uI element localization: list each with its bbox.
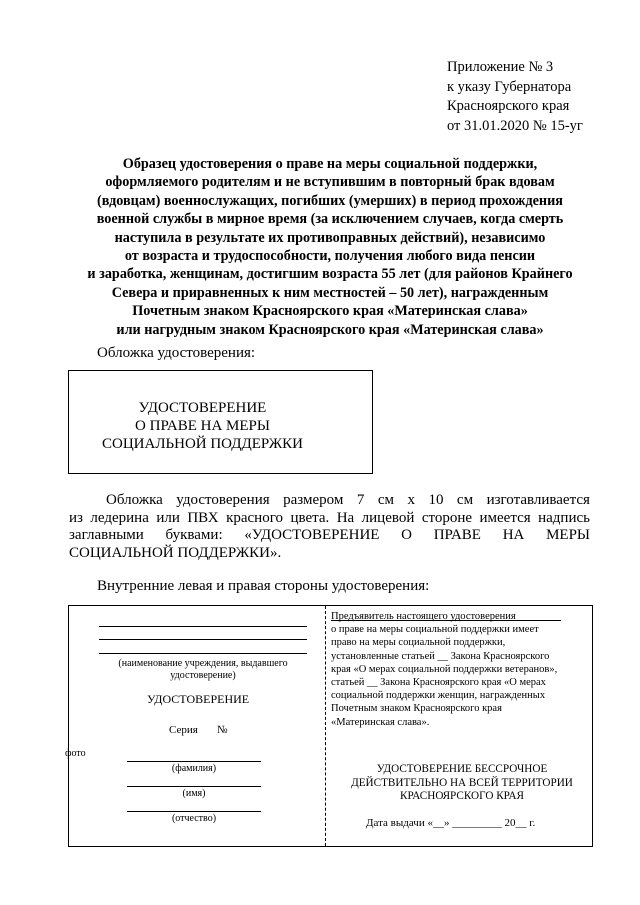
bearer-line: Почетным знаком Красноярского края [331,703,502,715]
institution-line [99,653,307,654]
description-word: ПРАВЕ [433,527,481,543]
institution-caption: (наименование учреждения, выдавшего [118,658,288,669]
appendix-line: Красноярского края [447,98,570,114]
title-line: или нагрудным знаком Красноярского края «Материнская слава» [116,321,544,338]
description-word: см [456,492,474,508]
description-word: «УДОСТОВЕРЕНИЕ [244,527,380,543]
description-word: ледерина [90,509,149,526]
description-word: см [377,492,394,508]
photo-label: фото [65,748,86,759]
description-word: 7 [356,492,365,508]
certificate-heading: УДОСТОВЕРЕНИЕ [147,692,250,706]
appendix-block [447,58,583,136]
description-word: О [401,527,413,543]
surname-line [127,761,261,762]
description-word: МЕРЫ [546,527,590,543]
inner-sides-box [65,605,593,847]
validity-statement [331,763,593,804]
bearer-line: «Материнская слава». [331,716,430,728]
series-label: Серия [169,724,198,736]
description-word: лицевой [361,509,415,526]
number-sign: № [217,724,228,736]
bearer-statement [331,610,593,729]
institution-caption: удостоверение) [170,670,236,681]
validity-line: ДЕЙСТВИТЕЛЬНО НА ВСЕЙ ТЕРРИТОРИИ [351,776,573,789]
description-word: НА [502,527,525,543]
description-word: буквами: [165,527,223,543]
title-line: Севера и приравненных к ним местностей – 50 лет), награжденным [111,284,549,301]
description-word: имеется [479,509,531,526]
name-line [127,786,261,787]
description-line [69,492,590,510]
validity-line: УДОСТОВЕРЕНИЕ БЕССРОЧНОЕ [376,763,548,775]
bearer-line: статьей __ Закона Красноярского края «О мерах [331,677,546,689]
cover-line: СОЦИАЛЬНОЙ ПОДДЕРЖКИ [101,436,303,452]
bearer-line: о праве на меры социальной поддержки имеет [331,624,539,636]
cover-line: О ПРАВЕ НА МЕРЫ [135,418,270,434]
description-word: ПВХ [187,509,219,526]
name-caption: (имя) [182,788,206,799]
bearer-line: края «О мерах социальной поддержки ветеранов», [331,663,558,675]
description-word: изготавливается [486,492,590,508]
bearer-line: социальной поддержки женщин, награжденных [331,690,546,702]
surname-caption: (фамилия) [171,763,217,774]
appendix-line: от 31.01.2020 № 15-уг [447,117,583,134]
title-line: и заработка, женщинам, достигшим возраста 55 лет (для районов Крайнего [87,266,573,283]
cover-sample-text [69,399,336,453]
description-line [69,510,590,528]
description-word: 10 [428,492,444,508]
appendix-line: к указу Губернатора [447,78,572,95]
description-word: размером [283,492,344,508]
description-word: заглавными [69,527,144,543]
bearer-line: установленные статьей __ Закона Красноярского [331,650,550,662]
description-word: На [336,509,355,526]
title-line: военной службы в мирное время (за исключением случаев, когда смерть [96,211,564,228]
description-word: или [156,509,180,526]
institution-line [99,639,307,640]
bearer-line: право на меры социальной поддержки, [331,637,506,649]
cover-description [69,492,590,562]
title-line: от возраста и трудоспособности, получения любого вида пенсии [124,248,536,265]
institution-line [99,626,307,627]
title-line: наступила в результате их противоправных действий), независимо [114,229,546,246]
description-word: красного [226,509,283,526]
description-word: х [407,492,415,508]
patronymic-line [127,811,261,812]
patronymic-caption: (отчество) [171,813,217,824]
fold-divider [325,606,326,846]
description-word: стороне [421,509,473,526]
document-title [50,155,610,339]
description-word: Обложка [106,492,163,508]
description-word: надпись [538,509,590,526]
inner-label: Внутренние левая и правая стороны удостоверения: [97,578,430,594]
title-line: Образец удостоверения о праве на меры социальной поддержки, [122,156,538,172]
bearer-line: Предъявитель настоящего удостоверения [331,611,516,622]
description-line: СОЦИАЛЬНОЙ ПОДДЕРЖКИ». [69,544,282,561]
description-word: из [69,509,83,526]
description-word: удостоверения [176,492,270,508]
cover-label: Обложка удостоверения: [97,345,256,361]
title-line: Почетным знаком Красноярского края «Материнская слава» [132,303,528,320]
title-line: оформляемого родителям и не вступившим в повторный брак вдовам [105,174,555,191]
description-line [69,527,590,545]
appendix-line: Приложение № 3 [447,59,554,75]
title-line: (вдовцам) военнослужащих, погибших (умерших) в период прохождения [97,192,563,209]
cover-line: УДОСТОВЕРЕНИЕ [138,400,267,416]
description-word: цвета. [290,509,330,526]
issue-date: Дата выдачи «__» _________ 20__ г. [366,817,536,829]
cover-sample-box [68,370,373,474]
validity-line: КРАСНОЯРСКОГО КРАЯ [400,790,524,802]
